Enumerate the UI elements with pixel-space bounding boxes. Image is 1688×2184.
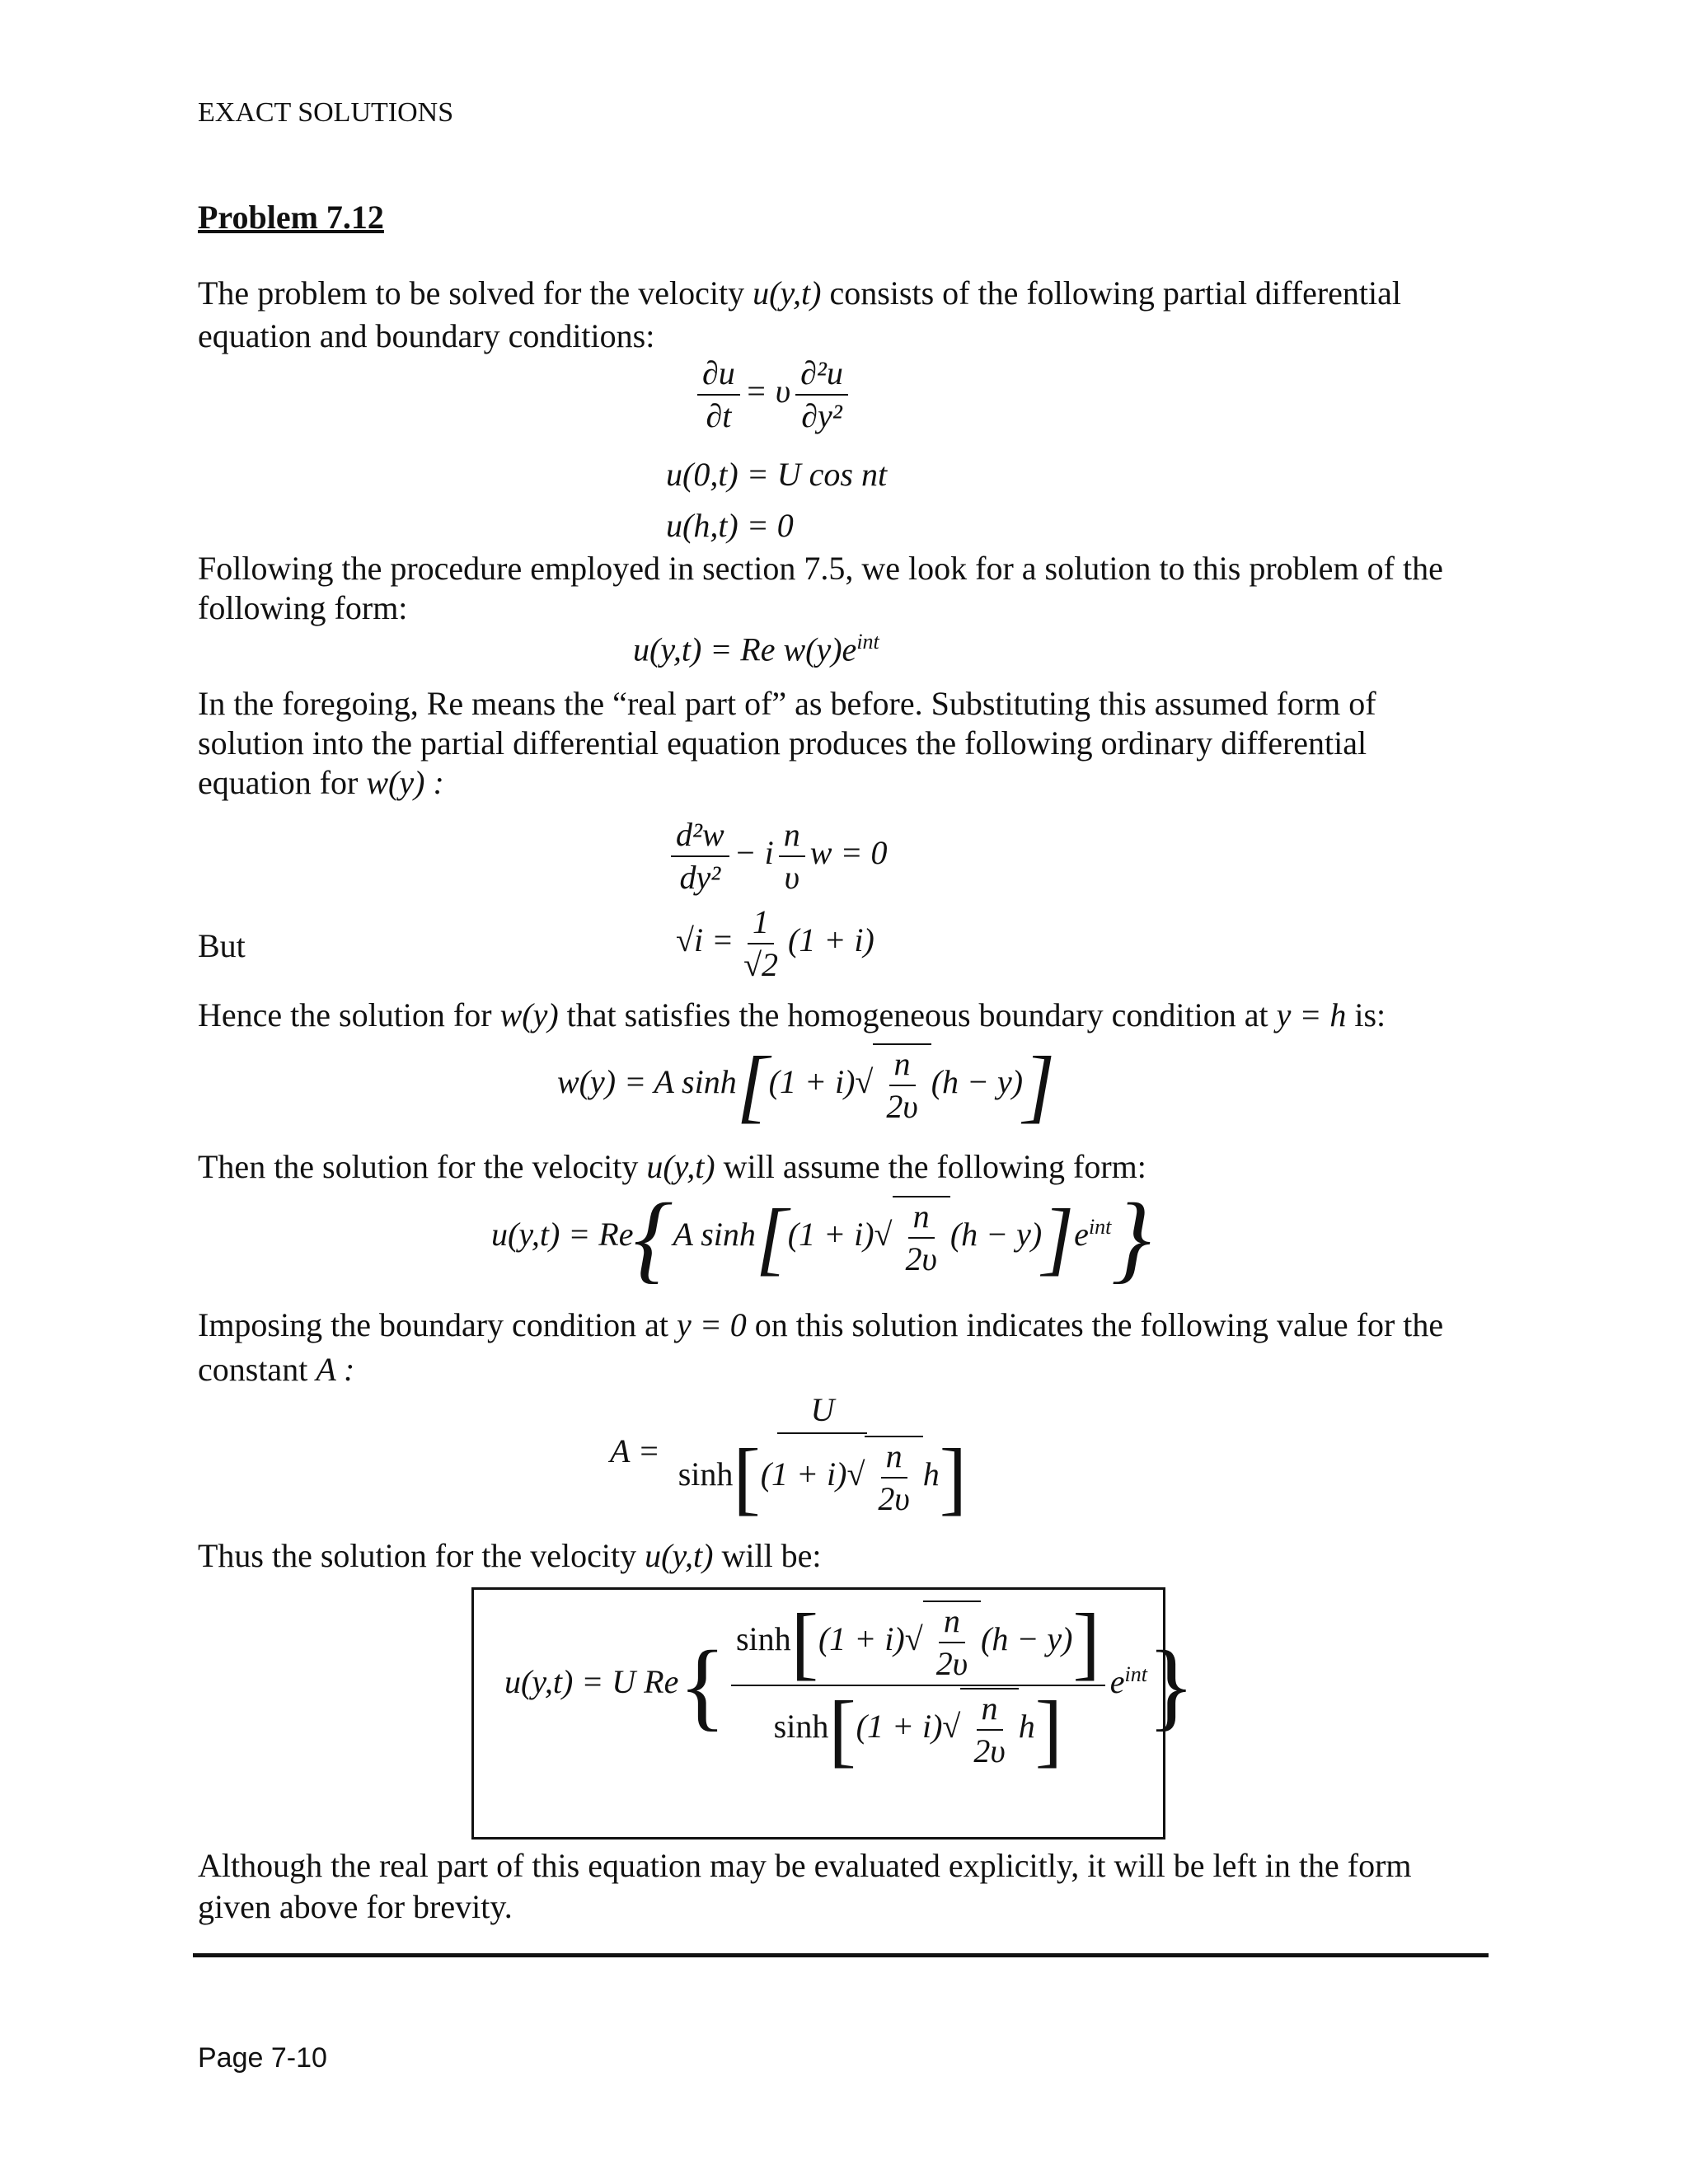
equation-bc-1: u(0,t) = U cos nt: [666, 456, 888, 493]
inner-fraction: [931, 1602, 973, 1683]
paragraph-8-line-2: given above for brevity.: [198, 1888, 513, 1925]
equation-ode: [666, 816, 887, 897]
denominator: ∂t: [706, 397, 732, 434]
one-plus-i: (1 + i): [787, 1216, 874, 1254]
text: is:: [1354, 996, 1386, 1033]
ode-end: w = 0: [809, 834, 888, 872]
text: will assume the following form:: [723, 1148, 1146, 1185]
denominator: √2: [743, 946, 779, 983]
left-brace: {: [633, 1183, 673, 1292]
equation-u-form: u(y,t) = Re{A sinh[(1 + i)√ $\frac{n}{2\upsilon}$ $(h - y)]e^{int}$}: [491, 1183, 1151, 1292]
variable-a: A :: [316, 1351, 355, 1388]
h-minus-y: (h − y): [950, 1216, 1043, 1254]
text: equation for: [198, 764, 359, 801]
variable-u: u(y,t): [645, 1537, 714, 1574]
text: The problem to be solved for the velocity: [198, 274, 745, 312]
equation-a: [610, 1391, 977, 1523]
right-bracket: ]: [1023, 1039, 1056, 1131]
denominator: dy²: [679, 859, 721, 896]
text: Then the solution for the velocity: [198, 1148, 639, 1185]
left-bracket: [: [790, 1596, 818, 1688]
paragraph-2-line-2: following form:: [198, 589, 408, 626]
text: will be:: [721, 1537, 822, 1574]
paragraph-1-line-1: [198, 274, 1401, 312]
paragraph-5-line-1: [198, 1147, 1146, 1186]
text: Hence the solution for: [198, 996, 492, 1033]
denominator: ∂y²: [801, 397, 842, 434]
one-plus-i: (1 + i): [788, 921, 874, 959]
paragraph-1-line-2: equation and boundary conditions:: [198, 317, 655, 354]
page-number: Page 7-10: [198, 2042, 327, 2074]
text: Thus the solution for the velocity: [198, 1537, 637, 1574]
numerator: U: [777, 1391, 867, 1434]
sinh: sinh: [735, 1620, 791, 1658]
one-plus-i: (1 + i): [760, 1455, 847, 1493]
footer-rule: [193, 1953, 1489, 1957]
left-bracket: [: [755, 1192, 788, 1283]
exponent: int: [1124, 1661, 1147, 1686]
h-minus-y: (h − y): [931, 1063, 1024, 1101]
sqrt-i: √i =: [676, 921, 734, 959]
w-lhs: w(y) = A sinh: [557, 1063, 737, 1101]
right-brace: }: [1146, 1630, 1195, 1740]
fraction: [779, 816, 805, 897]
inner-fraction: [968, 1690, 1010, 1770]
paragraph-4-line-1: [198, 996, 1386, 1034]
paragraph-7-line-1: [198, 1536, 822, 1575]
fraction: [697, 354, 740, 435]
variable-w: w(y): [499, 996, 559, 1033]
denominator: 2υ: [886, 1088, 918, 1125]
numerator: n: [889, 1045, 916, 1086]
e: e: [1109, 1663, 1125, 1701]
form-text: u(y,t) = Re w(y)e: [633, 630, 857, 668]
a-lhs: A =: [610, 1432, 660, 1470]
equation-w-solution: w(y) = A sinh[(1 + i)√ $\frac{n}{2\upsilon}$ (h − y)]: [557, 1039, 1056, 1131]
fraction: [901, 1197, 942, 1278]
right-bracket: ]: [1034, 1684, 1063, 1775]
denominator: υ: [784, 859, 799, 896]
paragraph-3-line-2: solution into the partial differential equation produces the following ordinary differential: [198, 724, 1367, 762]
paragraph-6-line-2: [198, 1350, 354, 1389]
right-bracket: ]: [939, 1432, 968, 1523]
left-bracket: [: [828, 1684, 856, 1775]
left-bracket: [: [736, 1039, 769, 1131]
fraction: [881, 1045, 922, 1126]
numerator: ∂²u: [795, 354, 848, 396]
right-bracket: ]: [1042, 1192, 1075, 1283]
equation-assumed-form: [633, 630, 879, 668]
equation-bc-2: u(h,t) = 0: [666, 507, 794, 544]
denominator: 2υ: [935, 1645, 968, 1682]
fraction: [795, 354, 848, 435]
exponent: int: [856, 630, 879, 654]
denominator: sinh[(1 + i)√ $\frac{n}{2\upsilon}$ h]: [678, 1432, 968, 1523]
equation-pde: [692, 354, 853, 435]
u-lhs: u(y,t) = Re: [491, 1216, 634, 1254]
sinh: sinh: [678, 1455, 734, 1493]
paragraph-2-line-1: Following the procedure employed in section 7.5, we look for a solution to this problem of the: [198, 550, 1443, 587]
numerator: d²w: [671, 816, 729, 857]
denominator: sinh[(1 + i)√ $\frac{n}{2\upsilon}$ h]: [773, 1684, 1063, 1775]
minus-i: − i: [734, 834, 774, 872]
left-bracket: [: [733, 1432, 761, 1523]
a-sinh: A sinh: [673, 1216, 756, 1254]
h: h: [1018, 1708, 1035, 1746]
fraction: [673, 1391, 972, 1523]
variable-w: w(y) :: [366, 764, 444, 801]
paragraph-8-line-1: Although the real part of this equation may be evaluated explicitly, it will be left in the form: [198, 1847, 1412, 1884]
numerator: ∂u: [697, 354, 740, 396]
right-bracket: ]: [1072, 1596, 1100, 1688]
denominator: 2υ: [905, 1240, 937, 1277]
numerator: n: [939, 1602, 965, 1643]
inner-fraction: [873, 1437, 914, 1518]
equation-sqrt-i: [676, 903, 874, 984]
text: constant: [198, 1351, 308, 1388]
paragraph-6-line-1: [198, 1305, 1443, 1344]
numerator: n: [908, 1197, 935, 1239]
numerator: n: [881, 1437, 907, 1479]
text: Imposing the boundary condition at: [198, 1306, 669, 1343]
left-brace: {: [678, 1630, 726, 1740]
one-plus-i: (1 + i): [818, 1620, 905, 1658]
h: h: [922, 1455, 940, 1493]
variable-u: u(y,t): [753, 274, 822, 312]
right-brace: }: [1111, 1183, 1151, 1292]
condition: y = 0: [677, 1306, 747, 1343]
numerator: sinh[(1 + i)√ $\frac{n}{2\upsilon}$ (h − y)]: [731, 1601, 1105, 1686]
numerator: n: [779, 816, 805, 857]
e: e: [1074, 1216, 1089, 1254]
paragraph-3-line-1: In the foregoing, Re means the “real part of” as before. Substituting this assumed form of: [198, 685, 1376, 722]
exponent: int: [1088, 1214, 1112, 1239]
one-plus-i: (1 + i): [856, 1708, 943, 1746]
text: consists of the following partial differential: [829, 274, 1402, 312]
paragraph-3-line-3: [198, 763, 444, 802]
variable-u: u(y,t): [646, 1148, 715, 1185]
running-header: EXACT SOLUTIONS: [198, 97, 454, 128]
problem-title: Problem 7.12: [198, 199, 384, 236]
sinh: sinh: [773, 1708, 829, 1746]
equation-final: [504, 1596, 1195, 1775]
one-plus-i: (1 + i): [768, 1063, 856, 1101]
final-lhs: u(y,t) = U Re: [504, 1663, 679, 1701]
but-label: But: [198, 927, 246, 964]
h-minus-y: (h − y): [981, 1620, 1073, 1658]
fraction: [738, 903, 783, 984]
condition: y = h: [1276, 996, 1347, 1033]
numerator: n: [977, 1690, 1003, 1731]
denominator: 2υ: [973, 1732, 1006, 1769]
text: on this solution indicates the following value for the: [754, 1306, 1444, 1343]
denominator: 2υ: [878, 1480, 910, 1517]
fraction: [671, 816, 729, 897]
numerator: 1: [748, 903, 774, 944]
text: that satisfies the homogeneous boundary condition at: [566, 996, 1268, 1033]
equals-nu: = υ: [744, 373, 791, 410]
fraction: [731, 1596, 1105, 1775]
